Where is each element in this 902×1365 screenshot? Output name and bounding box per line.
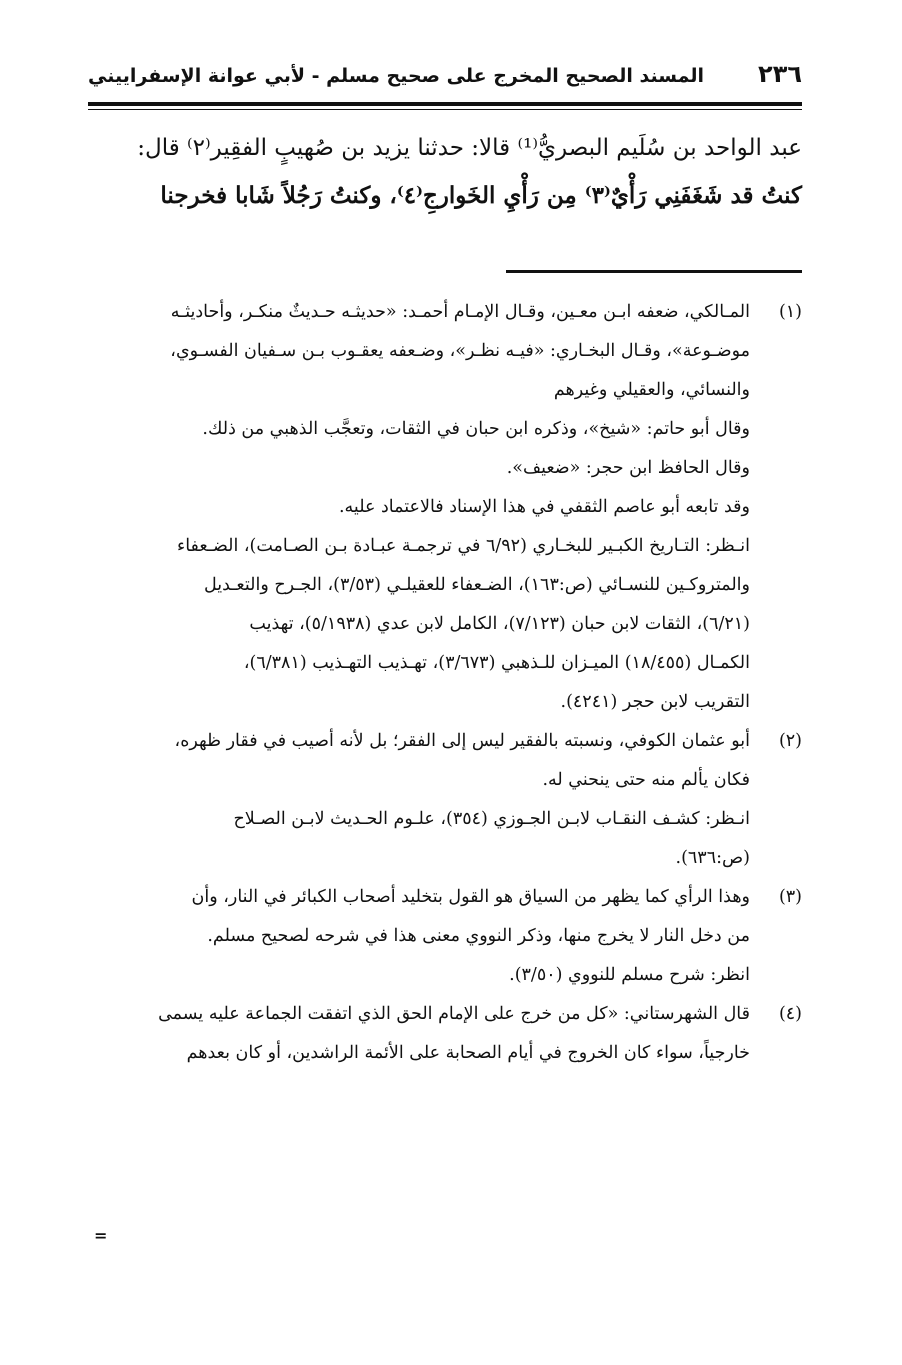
footnote-line: قال الشهرستاني: «كل من خرج على الإمام الحق الذي اتفقت الجماعة عليه يسمى xyxy=(158,1004,750,1024)
footnote-line: خارجياً، سواء كان الخروج في أيام الصحابة على الأئمة الراشدين، أو كان بعدهم xyxy=(186,1043,750,1063)
footnote-line: انـظر: كشـف النقـاب لابـن الجـوزي (٣٥٤)، علـوم الحـديث لابـن الصـلاح xyxy=(233,809,750,829)
footnote-line: أبو عثمان الكوفي، ونسبته بالفقير ليس إلى الفقر؛ بل لأنه أصيب في فقار ظهره، xyxy=(174,731,750,751)
footnote-4 xyxy=(88,995,802,1073)
footnote-2 xyxy=(88,722,802,878)
footnote-line: التقريب لابن حجر (٤٢٤١). xyxy=(560,692,750,712)
header-rule-thin xyxy=(88,109,802,110)
page-header xyxy=(88,60,802,96)
footnote-line: الكمـال (١٨/٤٥٥) الميـزان للـذهبي (٣/٦٧٣)، تهـذيب التهـذيب (٦/٣٨١)، xyxy=(243,653,750,673)
footnote-line: وهذا الرأي كما يظهر من السياق هو القول بتخليد أصحاب الكبائر في النار، وأن xyxy=(191,887,750,907)
footnote-number: (٣) xyxy=(778,887,802,907)
footnote-line: انظر: شرح مسلم للنووي (٣/٥٠). xyxy=(509,965,750,985)
footnote-line: وقال الحافظ ابن حجر: «ضعيف». xyxy=(506,458,750,478)
page-number: ٢٣٦ xyxy=(758,60,802,88)
header-rule-thick xyxy=(88,102,802,106)
continuation-mark: = xyxy=(94,1226,108,1245)
footnote-1 xyxy=(88,293,802,722)
footnote-3 xyxy=(88,878,802,995)
footnote-line: وقد تابعه أبو عاصم الثقفي في هذا الإسناد فالاعتماد عليه. xyxy=(338,497,750,517)
footnote-number: (٢) xyxy=(778,731,802,751)
footnotes xyxy=(88,293,802,1073)
footnote-line: والنسائي، والعقيلي وغيرهم xyxy=(553,380,750,400)
footnote-number: (١) xyxy=(778,302,802,322)
footnote-line: موضـوعة»، وقـال البخـاري: «فيـه نظـر»، وضـعفه يعقـوب بـن سـفيان الفسـوي، xyxy=(170,341,750,361)
footnote-divider xyxy=(506,270,802,273)
main-text xyxy=(88,124,802,220)
footnote-number: (٤) xyxy=(778,1004,802,1024)
footnote-line: من دخل النار لا يخرج منها، وذكر النووي معنى هذا في شرحه لصحيح مسلم. xyxy=(207,926,750,946)
footnote-line: فكان يألم منه حتى ينحني له. xyxy=(542,770,750,790)
running-title: المسند الصحيح المخرج على صحيح مسلم - لأبي عوانة الإسفراييني xyxy=(88,65,704,87)
footnote-line: (٦/٢١)، الثقات لابن حبان (٧/١٢٣)، الكامل لابن عدي (٥/١٩٣٨)، تهذيب xyxy=(249,614,750,634)
book-page xyxy=(88,60,802,1073)
footnote-line: المـالكي، ضعفه ابـن معـين، وقـال الإمـام أحمـد: «حديثـه حـديثٌ منكـر، وأحاديثـه xyxy=(170,302,750,322)
footnote-line: وقال أبو حاتم: «شيخ»، وذكره ابن حبان في الثقات، وتعجَّب الذهبي من ذلك. xyxy=(202,419,750,439)
main-text-line-1: عبد الواحد بن سُلَيم البصريُّ⁽¹⁾ قالا: حدثنا يزيد بن صُهيبٍ الفقِير⁽٢⁾ قال: xyxy=(137,135,802,161)
footnote-line: انـظر: التـاريخ الكبـير للبخـاري (٦/٩٢ في ترجمـة عبـادة بـن الصـامت)، الضـعفاء xyxy=(176,536,750,556)
footnote-line: والمتروكـين للنسـائي (ص:١٦٣)، الضـعفاء للعقيلـي (٣/٥٣)، الجـرح والتعـديل xyxy=(203,575,750,595)
main-text-line-2: كنتُ قد شَغَفَنِي رَأْيٌ⁽٣⁾ مِن رَأْيِ الخَوارجِ⁽٤⁾، وكنتُ رَجُلاً شَابا فخرجنا xyxy=(160,182,802,209)
footnote-line: (ص:٦٣٦). xyxy=(675,848,750,868)
